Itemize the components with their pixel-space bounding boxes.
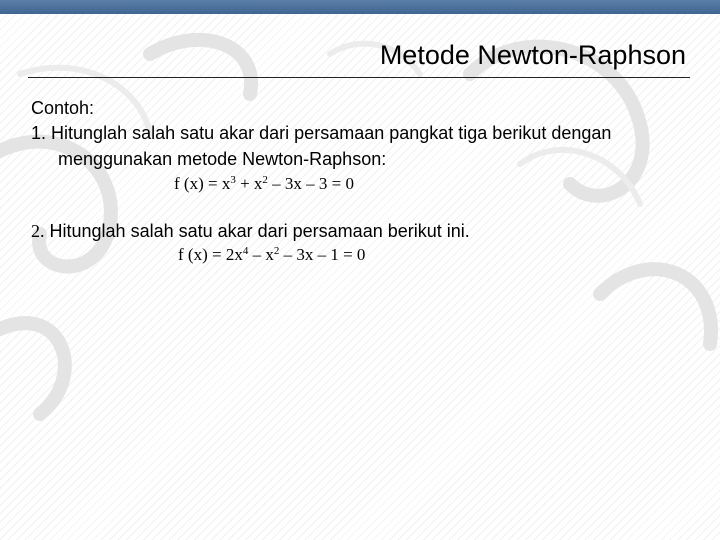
eq2-lhs: f (x) = 2 bbox=[178, 245, 235, 264]
problem-2-number: 2. bbox=[31, 221, 45, 241]
decorative-swirl-graphic bbox=[0, 14, 720, 540]
problem-2-line-1 bbox=[31, 219, 470, 243]
eq1-term-2-exp: 2 bbox=[262, 174, 268, 186]
eq2-term-1-op: – bbox=[248, 245, 266, 264]
problem-2-equation bbox=[178, 243, 365, 267]
problem-1-equation bbox=[174, 172, 354, 196]
example-label bbox=[31, 96, 94, 120]
slide-title: Metode Newton-Raphson bbox=[379, 40, 686, 70]
problem-1-text: Hitunglah salah satu akar dari persamaan pangkat tiga berikut dengan bbox=[51, 123, 612, 143]
eq1-lhs: f (x) = bbox=[174, 174, 222, 193]
example-label-colon: : bbox=[89, 98, 95, 118]
eq1-term-0-base: x bbox=[221, 174, 231, 193]
eq1-term-3-op: – 3 bbox=[267, 174, 294, 193]
eq1-term-0-exp: 3 bbox=[230, 174, 236, 186]
problem-1-line-1 bbox=[31, 121, 611, 145]
eq2-term-2-base: x bbox=[265, 245, 274, 264]
eq1-term-1-op: + bbox=[235, 174, 254, 193]
eq2-term-0-base: x bbox=[234, 245, 243, 264]
eq1-term-4-base: x bbox=[293, 174, 302, 193]
example-label-text: Contoh bbox=[31, 98, 90, 118]
eq2-term-0-exp: 4 bbox=[242, 245, 249, 257]
problem-1-line-2: menggunakan metode Newton-Raphson: bbox=[58, 149, 387, 169]
eq2-term-4-base: x bbox=[304, 245, 314, 264]
top-banner bbox=[0, 0, 720, 14]
eq2-term-5-op: – 1 = 0 bbox=[313, 245, 366, 264]
title-underline bbox=[28, 77, 690, 78]
eq1-term-2-base: x bbox=[253, 174, 263, 193]
eq2-term-2-exp: 2 bbox=[273, 245, 280, 257]
eq2-term-3-op: – 3 bbox=[279, 245, 305, 264]
eq1-term-5-op: – 3 = 0 bbox=[301, 174, 355, 193]
problem-1-number: 1. bbox=[31, 123, 47, 143]
problem-2-text: Hitunglah salah satu akar dari persamaan berikut ini. bbox=[49, 221, 470, 241]
